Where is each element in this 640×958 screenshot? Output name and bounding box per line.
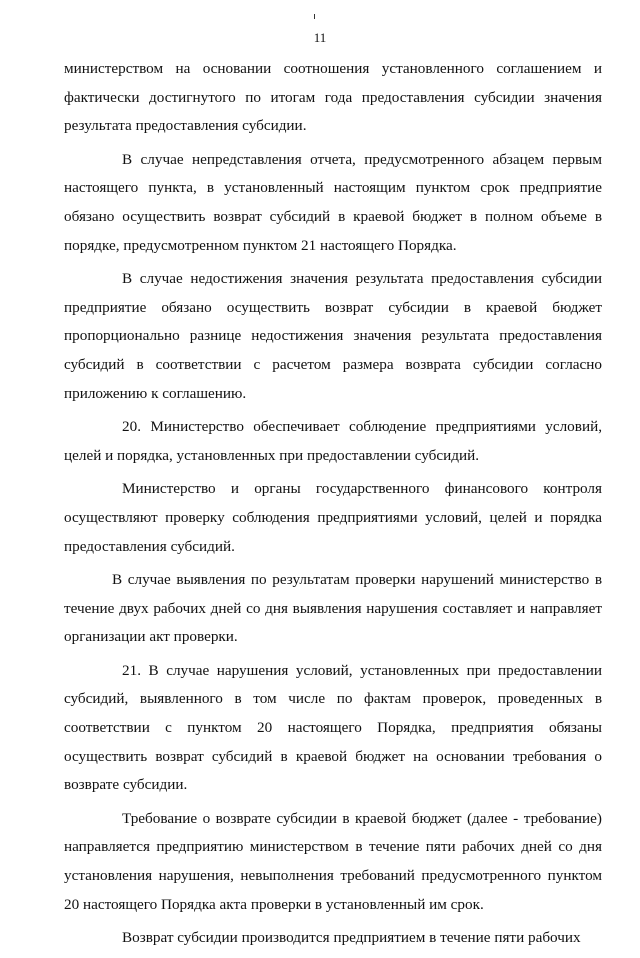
paragraph-item-21: 21. В случае нарушения условий, установленных при предоставлении субсидий, выявленного в том числе по фактам проверок, проведенных в соответствии с пунктом 20 настоящего Порядка, предприятия обязаны осуществить возврат субсидий в краевой бюджет на основании требования о возврате субсидии.: [64, 661, 602, 794]
paragraph-violation-act: В случае выявления по результатам проверки нарушений министерство в течение двух рабочих дней со дня выявления нарушения составляет и направляет организации акт проверки.: [64, 571, 602, 646]
document-body: [64, 55, 602, 958]
page-mark: [314, 14, 315, 19]
paragraph-refund-term: Возврат субсидии производится предприятием в течение пяти рабочих: [122, 929, 581, 947]
paragraph-control-check: Министерство и органы государственного финансового контроля осуществляют проверку соблюдения предприятиями условий, целей и порядка предоставления субсидий.: [64, 480, 602, 555]
page-number: 11: [313, 30, 327, 45]
paragraph-report-nonsubmission: В случае непредставления отчета, предусмотренного абзацем первым настоящего пункта, в установленный настоящим пунктом срок предприятие обязано осуществить возврат субсидий в краевой бюджет в полном объеме в порядке, предусмотренном пунктом 21 настоящего Порядка.: [64, 150, 602, 254]
paragraph-continuation: министерством на основании соотношения установленного соглашением и фактически достигнутого по итогам года предоставления субсидии значения результата предоставления субсидии.: [64, 60, 602, 135]
paragraph-item-20: 20. Министерство обеспечивает соблюдение предприятиями условий, целей и порядка, установленных при предоставлении субсидий.: [64, 418, 602, 464]
paragraph-demand: Требование о возврате субсидии в краевой бюджет (далее - требование) направляется предприятию министерством в течение пяти рабочих дней со дня установления нарушения, невыполнения требований предусмотренного пунктом 20 настоящего Порядка акта проверки в установленный им срок.: [64, 809, 602, 913]
paragraph-result-nonachievement: В случае недостижения значения результата предоставления субсидии предприятие обязано осуществить возврат субсидии в краевой бюджет пропорционально разнице недостижения значения результата предоставления субсидий в соответствии с расчетом размера возврата субсидии согласно приложению к соглашению.: [64, 270, 602, 402]
